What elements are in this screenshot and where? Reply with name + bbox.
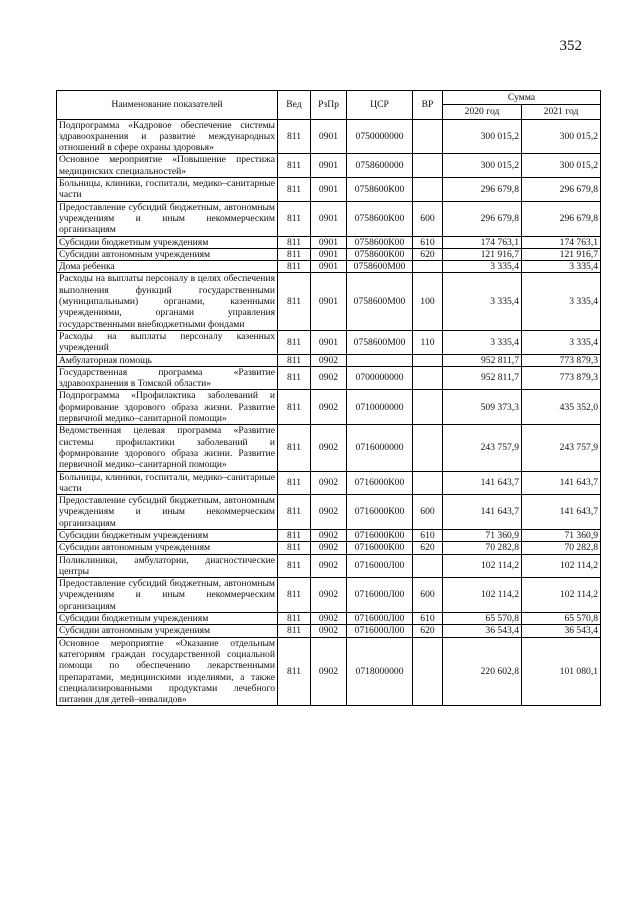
cell-y2021: 3 335,4: [522, 273, 601, 330]
cell-y2021: 435 352,0: [522, 390, 601, 425]
cell-rzpr: 0902: [311, 354, 347, 366]
cell-ved: 811: [278, 637, 311, 706]
col-header-rzpr: РзПр: [311, 91, 347, 120]
cell-csr: 0750000000: [347, 119, 413, 154]
table-row: [57, 154, 601, 178]
cell-y2020: 102 114,2: [443, 578, 522, 613]
cell-name: Больницы, клиники, госпитали, медико–санитарные части: [57, 471, 278, 495]
cell-vr: 620: [413, 625, 443, 637]
cell-y2021: 141 643,7: [522, 495, 601, 530]
cell-vr: 600: [413, 201, 443, 236]
cell-y2021: 141 643,7: [522, 471, 601, 495]
cell-vr: 610: [413, 236, 443, 248]
table-row: [57, 236, 601, 248]
table-row: [57, 261, 601, 273]
cell-y2020: 174 763,1: [443, 236, 522, 248]
cell-y2020: 70 282,8: [443, 542, 522, 554]
cell-y2021: 773 879,3: [522, 354, 601, 366]
cell-ved: 811: [278, 471, 311, 495]
table-row: [57, 578, 601, 613]
cell-rzpr: 0902: [311, 542, 347, 554]
cell-rzpr: 0902: [311, 613, 347, 625]
table-row: [57, 554, 601, 578]
cell-vr: [413, 366, 443, 390]
table-row: [57, 637, 601, 706]
cell-y2020: 102 114,2: [443, 554, 522, 578]
cell-csr: 0716000К00: [347, 495, 413, 530]
cell-rzpr: 0901: [311, 119, 347, 154]
cell-y2021: 101 080,1: [522, 637, 601, 706]
table-row: [57, 471, 601, 495]
cell-csr: 0758600К00: [347, 201, 413, 236]
cell-y2020: 243 757,9: [443, 425, 522, 471]
cell-y2021: 102 114,2: [522, 578, 601, 613]
cell-csr: 0716000К00: [347, 542, 413, 554]
cell-name: Предоставление субсидий бюджетным, автономным учреждениям и иным некоммерческим организациям: [57, 495, 278, 530]
table-row: [57, 330, 601, 354]
cell-ved: 811: [278, 529, 311, 541]
cell-csr: 0758600К00: [347, 236, 413, 248]
cell-name: Расходы на выплаты персоналу в целях обеспечения выполнения функций государственными (муниципальными) органами, казенными учреждениями, органами управления государственными внебюджетными фондами: [57, 273, 278, 330]
cell-vr: [413, 119, 443, 154]
cell-y2020: 220 602,8: [443, 637, 522, 706]
cell-y2020: 65 570,8: [443, 613, 522, 625]
cell-y2021: 3 335,4: [522, 261, 601, 273]
cell-y2021: 300 015,2: [522, 119, 601, 154]
cell-rzpr: 0901: [311, 154, 347, 178]
cell-ved: 811: [278, 613, 311, 625]
cell-y2020: 3 335,4: [443, 273, 522, 330]
cell-ved: 811: [278, 542, 311, 554]
cell-vr: 100: [413, 273, 443, 330]
cell-rzpr: 0902: [311, 578, 347, 613]
cell-csr: 0716000К00: [347, 471, 413, 495]
table-row: [57, 248, 601, 260]
cell-name: Субсидии бюджетным учреждениям: [57, 613, 278, 625]
cell-csr: 0716000Л00: [347, 613, 413, 625]
table-row: [57, 273, 601, 330]
cell-y2020: 300 015,2: [443, 154, 522, 178]
col-header-csr: ЦСР: [347, 91, 413, 120]
cell-ved: 811: [278, 178, 311, 202]
cell-vr: [413, 154, 443, 178]
cell-name: Субсидии автономным учреждениям: [57, 542, 278, 554]
cell-vr: [413, 554, 443, 578]
cell-y2021: 121 916,7: [522, 248, 601, 260]
cell-y2021: 71 360,9: [522, 529, 601, 541]
cell-csr: 0718000000: [347, 637, 413, 706]
cell-rzpr: 0901: [311, 201, 347, 236]
cell-csr: 0758600К00: [347, 248, 413, 260]
cell-rzpr: 0902: [311, 554, 347, 578]
cell-ved: 811: [278, 495, 311, 530]
table-row: [57, 201, 601, 236]
cell-rzpr: 0901: [311, 178, 347, 202]
cell-name: Основное мероприятие «Повышение престижа медицинских специальностей»: [57, 154, 278, 178]
cell-vr: [413, 471, 443, 495]
cell-csr: 0700000000: [347, 366, 413, 390]
cell-rzpr: 0901: [311, 261, 347, 273]
cell-vr: 620: [413, 248, 443, 260]
cell-ved: 811: [278, 154, 311, 178]
col-header-2021: 2021 год: [522, 105, 601, 119]
cell-csr: 0758600М00: [347, 273, 413, 330]
cell-y2021: 296 679,8: [522, 201, 601, 236]
cell-y2020: 71 360,9: [443, 529, 522, 541]
table-header: [57, 91, 601, 120]
col-header-ved: Вед: [278, 91, 311, 120]
cell-name: Предоставление субсидий бюджетным, автономным учреждениям и иным некоммерческим организациям: [57, 578, 278, 613]
cell-vr: 620: [413, 542, 443, 554]
cell-csr: 0758600000: [347, 154, 413, 178]
cell-vr: [413, 425, 443, 471]
table-row: [57, 425, 601, 471]
cell-rzpr: 0902: [311, 471, 347, 495]
cell-y2021: 296 679,8: [522, 178, 601, 202]
cell-ved: 811: [278, 248, 311, 260]
cell-rzpr: 0902: [311, 529, 347, 541]
cell-name: Подпрограмма «Профилактика заболеваний и формирование здорового образа жизни. Развитие первичной медико–санитарной помощи»: [57, 390, 278, 425]
cell-rzpr: 0902: [311, 637, 347, 706]
cell-name: Дома ребенка: [57, 261, 278, 273]
cell-y2020: 296 679,8: [443, 178, 522, 202]
col-header-vr: ВР: [413, 91, 443, 120]
cell-vr: [413, 354, 443, 366]
table-row: [57, 366, 601, 390]
table-row: [57, 178, 601, 202]
cell-name: Амбулаторная помощь: [57, 354, 278, 366]
cell-y2020: 141 643,7: [443, 495, 522, 530]
cell-y2020: 36 543,4: [443, 625, 522, 637]
cell-vr: [413, 637, 443, 706]
cell-name: Поликлиники, амбулатории, диагностические центры: [57, 554, 278, 578]
cell-csr: 0716000000: [347, 425, 413, 471]
cell-y2021: 3 335,4: [522, 330, 601, 354]
cell-ved: 811: [278, 625, 311, 637]
cell-vr: 610: [413, 613, 443, 625]
cell-rzpr: 0901: [311, 330, 347, 354]
col-header-sum: Сумма: [443, 91, 601, 105]
table-row: [57, 119, 601, 154]
cell-ved: 811: [278, 578, 311, 613]
cell-y2020: 3 335,4: [443, 330, 522, 354]
table-row: [57, 613, 601, 625]
cell-name: Субсидии бюджетным учреждениям: [57, 236, 278, 248]
cell-ved: 811: [278, 201, 311, 236]
cell-y2021: 174 763,1: [522, 236, 601, 248]
cell-y2020: 3 335,4: [443, 261, 522, 273]
cell-ved: 811: [278, 354, 311, 366]
cell-vr: [413, 178, 443, 202]
cell-ved: 811: [278, 236, 311, 248]
cell-rzpr: 0901: [311, 273, 347, 330]
cell-name: Больницы, клиники, госпитали, медико–санитарные части: [57, 178, 278, 202]
cell-name: Расходы на выплаты персоналу казенных учреждений: [57, 330, 278, 354]
cell-y2020: 952 811,7: [443, 354, 522, 366]
cell-y2021: 65 570,8: [522, 613, 601, 625]
cell-y2021: 70 282,8: [522, 542, 601, 554]
cell-vr: [413, 261, 443, 273]
page-number: 352: [559, 38, 582, 54]
cell-y2020: 300 015,2: [443, 119, 522, 154]
cell-y2021: 300 015,2: [522, 154, 601, 178]
cell-csr: 0716000К00: [347, 529, 413, 541]
cell-name: Субсидии бюджетным учреждениям: [57, 529, 278, 541]
cell-y2021: 243 757,9: [522, 425, 601, 471]
col-header-2020: 2020 год: [443, 105, 522, 119]
cell-csr: 0710000000: [347, 390, 413, 425]
cell-vr: 610: [413, 529, 443, 541]
cell-y2021: 773 879,3: [522, 366, 601, 390]
budget-table: [56, 90, 601, 706]
cell-y2020: 141 643,7: [443, 471, 522, 495]
cell-csr: [347, 354, 413, 366]
cell-y2021: 102 114,2: [522, 554, 601, 578]
cell-y2020: 509 373,3: [443, 390, 522, 425]
cell-name: Государственная программа «Развитие здравоохранения в Томской области»: [57, 366, 278, 390]
cell-ved: 811: [278, 390, 311, 425]
cell-rzpr: 0902: [311, 366, 347, 390]
table-body: [57, 119, 601, 706]
cell-vr: 110: [413, 330, 443, 354]
cell-y2020: 121 916,7: [443, 248, 522, 260]
table-row: [57, 354, 601, 366]
table-row: [57, 625, 601, 637]
cell-name: Субсидии автономным учреждениям: [57, 248, 278, 260]
cell-csr: 0758600М00: [347, 261, 413, 273]
cell-ved: 811: [278, 366, 311, 390]
cell-vr: 600: [413, 495, 443, 530]
cell-rzpr: 0902: [311, 495, 347, 530]
cell-ved: 811: [278, 119, 311, 154]
cell-y2020: 952 811,7: [443, 366, 522, 390]
cell-rzpr: 0901: [311, 236, 347, 248]
cell-rzpr: 0901: [311, 248, 347, 260]
col-header-name: Наименование показателей: [57, 91, 278, 120]
cell-y2020: 296 679,8: [443, 201, 522, 236]
cell-y2021: 36 543,4: [522, 625, 601, 637]
cell-vr: [413, 390, 443, 425]
cell-ved: 811: [278, 554, 311, 578]
table-row: [57, 495, 601, 530]
cell-csr: 0758600К00: [347, 178, 413, 202]
cell-csr: 0758600М00: [347, 330, 413, 354]
table-row: [57, 529, 601, 541]
cell-rzpr: 0902: [311, 625, 347, 637]
cell-name: Ведомственная целевая программа «Развитие системы профилактики заболеваний и формирование здорового образа жизни. Развитие первичной медико–санитарной помощи»: [57, 425, 278, 471]
cell-ved: 811: [278, 273, 311, 330]
cell-rzpr: 0902: [311, 425, 347, 471]
cell-ved: 811: [278, 261, 311, 273]
table-row: [57, 542, 601, 554]
cell-ved: 811: [278, 425, 311, 471]
cell-rzpr: 0902: [311, 390, 347, 425]
cell-csr: 0716000Л00: [347, 625, 413, 637]
cell-name: Подпрограмма «Кадровое обеспечение системы здравоохранения и развитие международных отношений в сфере охраны здоровья»: [57, 119, 278, 154]
cell-name: Предоставление субсидий бюджетным, автономным учреждениям и иным некоммерческим организациям: [57, 201, 278, 236]
cell-name: Субсидии автономным учреждениям: [57, 625, 278, 637]
cell-csr: 0716000Л00: [347, 554, 413, 578]
cell-vr: 600: [413, 578, 443, 613]
cell-name: Основное мероприятие «Оказание отдельным категориям граждан государственной социальной помощи по обеспечению лекарственными препаратами, медицинскими изделиями, а также специализированными продуктами лечебного питания для детей–инвалидов»: [57, 637, 278, 706]
cell-csr: 0716000Л00: [347, 578, 413, 613]
table-row: [57, 390, 601, 425]
cell-ved: 811: [278, 330, 311, 354]
